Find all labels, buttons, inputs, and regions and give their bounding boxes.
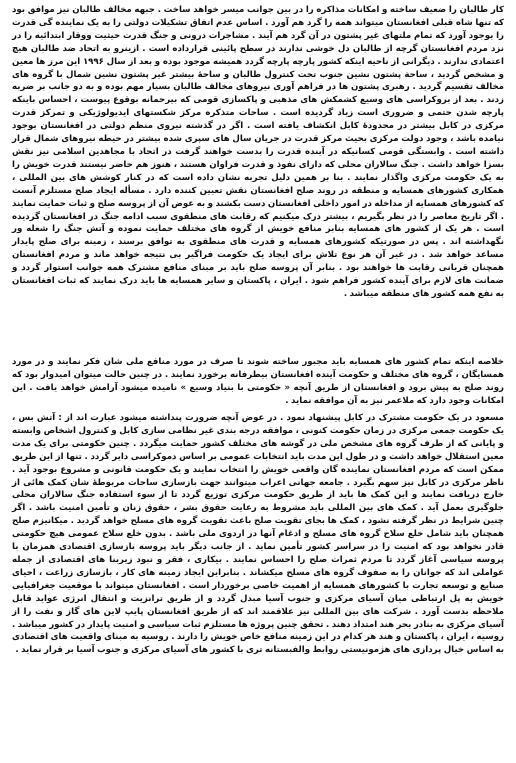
paragraph-text-2: خلاصه اینکه تمام کشور های همسایه باید مجبور ساخته شوند تا صرف در مورد منافع ملی شان فکر نمایند و در مورد همسایگان ، گروه های مختلف و حکومت آینده افغانستان بیطرفانه برخورد نمایند . در چنین حالت میتوان امیدوار بود که روند صلح به پیش برود و افغانستان از طریق آنچه « حکومتی با بنیاد وسیع » نامیده میشود آرامش خواهد یافت . این امکانات وجود دارد که ملاعمر نیز به آن موافقه نماید . xyxy=(12,357,504,406)
paragraph-block-1 xyxy=(12,4,504,313)
paragraph-block-3 xyxy=(12,412,504,761)
paragraph-text-1: کار طالبان را ضعیف ساخته و امکانات مذاکره را در بین جوانب میسر خواهد ساخت . جبهه مخالف طالبان نیز موافق بود که تنها شاه قبلی افغانستان میتواند همه را گرد هم آورد . اساس عدم اتفاق تشکیلات دولتی را به یک نماینده گی قدرت را بوجود آورد که تمام ملتهای غیر پشتون در آن گرد هم آیند . مشاجرات درونی و جنگ قدرت حیثیت ووقار ابتدائیه را در نزد مردم افغانستان گرچه از طالبان دل خوشی ندارند در سطح پائینی قرارداده است . ازینرو به اتحاد ضد طالبان هیچ اعتمادی ندارند . دیگرانی از ناحیه اینکه کشور پارچه پارچه گردد همیشه موجود بوده و بعد از سال ۱۹۹۶ این مرز ها معین و مشخص گردید ، ساحة پشتون نشین جنوب تحت کنترول طالبان و ساحۀ بیشتر غیر پشتون نشین شمال با گروه های مخالف تقسیم گردید . رهبری پشتون ها در فراهم آوری نیروهای مخالف طالبان بسیار مهم بوده و به دو جانب بر ضربه زدند . بعد از بروکراسی های وسیع کشمکش های مذهبی و پاکسازی قومی که بیرحمانه بوقوع پیوست ، احساس باینکه پارچه شدن حتمی و ضروری است زیاد گردیده است . ساحات متذکره مرکز شکستهای ایدیولوژیکی و تمرکز قدرت مرکزی در کابل بیشتر در محدودۀ کابل انکشاف یافته است . اگر در گذشته نیروی منظم دولتی در افغانستان بوجود نیامده باشد ، وجود دولت مرکزی بحیث مرکز قدرت در جریان سال های سپری شده بیشتر در حیطه نیروهای شمال قرار داشته است . وابستگی قومی کسانیکه در آینده قدرت را بدست خواهند گرفت در اتحاد با مجاهدین اسلامی نیز نقش بسزا خواهد داشت . جنگ سالاران محلی که دارای نفوذ و قدرت فراوان هستند ، هنوز هم حاضر نیستند قدرت خویش را به یک حکومت مرکزی واگذار نمایند . بنا بر همین دلیل تجربه نشان داده است که در کنار کوشش های بین المللی ، همکاری کشورهای همسایه و منطقه در روند صلح افغانستان نقش تعیین کننده دارد . مسأله ایجاد صلح مستلزم آنست که کشورهای همسایه از مداخله در امور داخلی افغانستان دست بکشند و به عوض آن از پروسه صلح و ثبات حمایت نمایند . اگر تاریخ معاصر را در نظر بگیریم ، بیشتر درک میکنیم که رقابت های منطقوی سبب ادامه جنگ در افغانستان گردیده است . هر یک از کشور های همسایه بنابر منافع خویش از گروه های مختلف حمایت نموده و آتش جنگ را شعله ور نگهداشته اند . پس در صورتیکه کشورهای همسایه و قدرت های منطقوی به توافق برسند ، زمینه برای صلح پایدار مساعد خواهد شد . در غیر آن هر نوع تلاش برای ایجاد یک حکومت فراگیر بی نتیجه خواهد ماند و مردم افغانستان همچنان قربانی رقابت ها خواهند بود . بنابر آن پروسه صلح باید بر مبنای منافع مشترک همه جوانب استوار گردد و ضمانت های لازم برای آینده کشور فراهم شود . ایران ، پاکستان و سایر همسایه ها باید درک نمایند که ثبات افغانستان به نفع همه کشور های منطقه میباشد . xyxy=(12,5,504,299)
paragraph-block-2 xyxy=(12,356,504,406)
paragraph-text-3: مسعود در یک حکومت مشترک در کابل پیشنهاد نمود . در عوض آنچه ضرورت پنداشته میشود عبارت اند از : آتش بس ، یک حکومت جمعی مرکزی در زمان حکومت کنونی ، موافقه درجه بندی غیر نظامی سازی کابل و کنترول اشخاص وابسته و پایانی که از طرف گروه های مشخص ملی در گوشه های مختلف کشور حمایت میگردد . چنین حکومتی برای یک مدت معین استقلال خواهد داشت و در طول این مدت باید انتخابات عمومی بر اساس دموکراسی دایر گردد . تنها از این طریق ممکن است که مردم افغانستان نماینده گان واقعی خویش را انتخاب نمایند و یک حکومت قانونی و مشروع بوجود آید . ناظر مرکزی در کابل نیز سهم بگیرد . جامعه جهانی اعراب میتوانند جهت بازسازی ساحات مربوطۀ شان کمک هائی از خارج دریافت نمایند و این کمک ها باید از طریق حکومت مرکزی توزیع گردد تا از سوء استفاده جنگ سالاران محلی جلوگیری بعمل آید . کمک های بین المللی باید مشروط به رعایت حقوق بشر ، حقوق زنان و تأمین امنیت باشد . اگر چنین شرایط در نظر گرفته نشود ، کمک ها بجای تقویت صلح باعث تقویت گروه های مسلح خواهد گردید . میکانیزم صلح همچنان باید شامل خلع سلاح گروه های مسلح و ادغام آنها در اردوی ملی باشد . بدون خلع سلاح عمومی هیچ حکومتی قادر نخواهد بود که امنیت را در سراسر کشور تأمین نماید . از جانب دیگر باید پروسه بازسازی اقتصادی همزمان با پروسه سیاسی آغاز گردد تا مردم ثمرات صلح را احساس نمایند . بیکاری ، فقر و نبود زیربنا های اقتصادی از جمله عواملی اند که جوانان را به صفوف گروه های مسلح میکشاند . بنابراین ایجاد زمینه های کار ، بازسازی زراعت ، احیای صنایع و توسعه تجارت با کشورهای همسایه از اهمیت خاصی برخوردار است . افغانستان میتواند با موقعیت جغرافیایی خویش به پل ارتباطی میان آسیای مرکزی و جنوب آسیا مبدل گردد و از طریق ترانزیت و انتقال انرژی عواید قابل ملاحظه بدست آورد . شرکت های بین المللی نیز علاقمند اند که از طریق افغانستان پایپ لاین های گاز و نفت را از آسیای مرکزی به بنادر بحر هند امتداد دهند . تحقق چنین پروژه ها مستلزم ثبات سیاسی و امنیت پایدار در کشور میباشد . روسیه ، ایران ، پاکستان و هند هر کدام در این زمینه منافع خاص خویش را دارند . روسیه به مبنای واقعیت های اقتصادی به اساس خیال پردازی های هژمونیستی روابط والفبستانه تری با کشور های آسیای مرکزی و جنوب آسیا بر قرار نماید . xyxy=(12,413,504,656)
